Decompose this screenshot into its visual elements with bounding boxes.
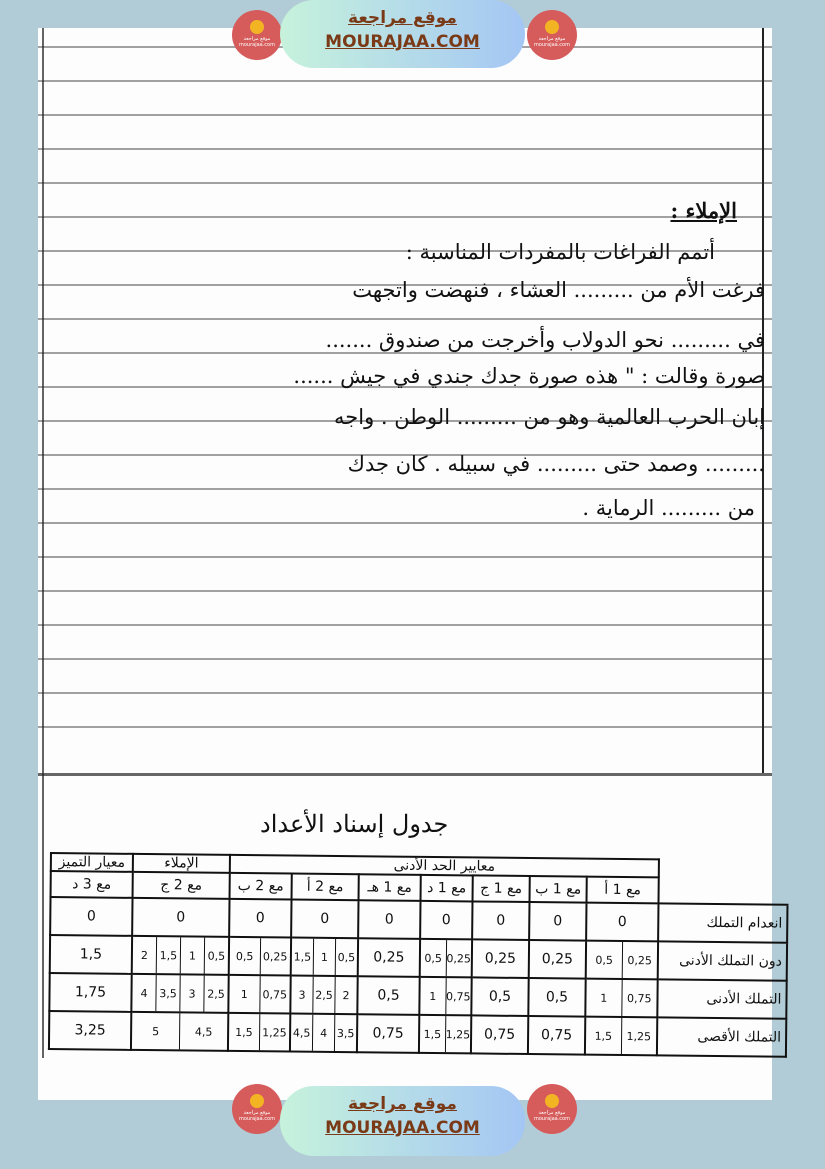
score-subcells bbox=[292, 939, 357, 976]
score-value: 1,25 bbox=[258, 1014, 289, 1050]
dictation-heading: الإملاء : bbox=[670, 198, 737, 223]
level-label: التملك الأدنى bbox=[657, 979, 786, 1018]
dictation-line: صورة وقالت : " هذه صورة جدك جندي في جيش ...... bbox=[293, 364, 765, 388]
table-title: جدول إسناد الأعداد bbox=[260, 810, 449, 838]
score-value: 0,75 bbox=[621, 980, 657, 1016]
score-cell: 1,5 bbox=[50, 935, 132, 974]
score-cell bbox=[419, 977, 471, 1016]
ruled-line bbox=[38, 182, 772, 184]
criterion-header: مع 2 أ bbox=[292, 874, 359, 901]
score-cell: 0,5 bbox=[471, 977, 528, 1016]
score-cell: 0,75 bbox=[357, 1014, 419, 1053]
score-value: 1,5 bbox=[235, 1025, 253, 1039]
dictation-line: إبان الحرب العالمية وهو من ......... الوطن . واجه bbox=[334, 405, 765, 429]
score-subcells bbox=[586, 1018, 656, 1055]
footer-banner[interactable] bbox=[280, 1086, 525, 1156]
ruled-line bbox=[38, 114, 772, 116]
score-value: 0,5 bbox=[235, 949, 254, 963]
dictation-line: ......... وصمد حتى ......... في سبيله . كان جدك bbox=[347, 452, 765, 476]
ruled-line bbox=[38, 692, 772, 694]
score-value: 3,5 bbox=[155, 975, 179, 1011]
score-cell: 0 bbox=[291, 900, 358, 939]
score-cell: 0 bbox=[529, 902, 586, 941]
score-cell bbox=[420, 939, 472, 978]
score-cell bbox=[228, 975, 290, 1014]
score-value: 4,5 bbox=[179, 1013, 227, 1050]
logo-badge bbox=[232, 10, 282, 60]
score-value: 0,5 bbox=[335, 939, 357, 975]
criterion-header: مع 2 ج bbox=[133, 872, 230, 899]
score-value: 4,5 bbox=[292, 1026, 311, 1040]
dictation-line: فرغت الأم من ......... العشاء ، فنهضت واتجهت bbox=[352, 278, 765, 302]
logo-text: mourajaa.com bbox=[238, 1116, 275, 1122]
score-cell: 0 bbox=[420, 901, 472, 940]
score-cell bbox=[586, 941, 658, 980]
criterion-header: مع 1 د bbox=[421, 875, 473, 902]
book-icon bbox=[250, 20, 264, 34]
logo-text: mourajaa.com bbox=[533, 1116, 570, 1122]
banner-arabic: موقع مراجعة bbox=[348, 1094, 457, 1114]
ruled-line bbox=[38, 488, 772, 490]
score-cell: 0,5 bbox=[357, 976, 419, 1015]
score-cell bbox=[290, 976, 357, 1015]
dictation-line: في ......... نحو الدولاب وأخرجت من صندوق ....... bbox=[325, 328, 765, 352]
score-cell: 0,75 bbox=[528, 1016, 585, 1055]
score-cell bbox=[132, 936, 229, 975]
logo-text: mourajaa.com bbox=[238, 42, 275, 48]
criterion-header: مع 1 ب bbox=[530, 876, 587, 903]
score-cell bbox=[585, 979, 657, 1018]
score-cell: 0 bbox=[229, 899, 291, 938]
score-value: 4 bbox=[140, 986, 148, 1000]
dictation-instruction: أتمم الفراغات بالمفردات المناسبة : bbox=[405, 240, 715, 264]
score-value: 5 bbox=[152, 1024, 160, 1038]
criterion-header: مع 1 ج bbox=[473, 875, 530, 902]
score-cell: 0 bbox=[132, 898, 229, 937]
score-subcells bbox=[587, 942, 657, 979]
ruled-line bbox=[38, 80, 772, 82]
score-value: 2 bbox=[140, 948, 148, 962]
banner-latin[interactable]: MOURAJAA.COM bbox=[325, 1118, 480, 1138]
section-divider bbox=[38, 773, 772, 776]
logo-text: mourajaa.com bbox=[533, 42, 570, 48]
score-value: 0,75 bbox=[259, 976, 290, 1012]
score-value: 3 bbox=[298, 988, 306, 1002]
header-empty bbox=[658, 859, 787, 904]
header-dictation: الإملاء bbox=[133, 854, 230, 873]
score-value: 1 bbox=[240, 987, 248, 1001]
score-subcells bbox=[291, 1015, 356, 1052]
ruled-line bbox=[38, 658, 772, 660]
logo-text: موقع مراجعة bbox=[243, 36, 271, 42]
level-label: انعدام التملك bbox=[658, 903, 787, 942]
score-cell bbox=[290, 1014, 357, 1053]
score-subcells bbox=[132, 975, 227, 1012]
score-value: 4 bbox=[312, 1015, 334, 1051]
score-value: 1,5 bbox=[156, 937, 180, 973]
score-value: 3 bbox=[179, 975, 203, 1011]
score-cell bbox=[228, 1013, 290, 1052]
logo-text: موقع مراجعة bbox=[538, 1110, 566, 1116]
score-value: 1,25 bbox=[444, 1016, 470, 1052]
grading-table bbox=[48, 852, 789, 1058]
score-value: 1 bbox=[313, 939, 335, 975]
criterion-header: مع 1 هـ bbox=[359, 874, 421, 901]
ruled-line bbox=[38, 556, 772, 558]
score-cell bbox=[131, 974, 228, 1013]
ruled-line bbox=[38, 522, 772, 524]
score-subcells bbox=[420, 1016, 470, 1053]
level-label: التملك الأقصى bbox=[657, 1017, 786, 1056]
level-label: دون التملك الأدنى bbox=[658, 941, 787, 980]
score-value: 1,5 bbox=[423, 1027, 442, 1041]
score-subcells bbox=[421, 940, 471, 977]
logo-text: موقع مراجعة bbox=[538, 36, 566, 42]
score-value: 2,5 bbox=[203, 976, 227, 1012]
score-value: 0,25 bbox=[621, 942, 657, 978]
score-subcells bbox=[420, 978, 470, 1015]
ruled-line bbox=[38, 148, 772, 150]
book-icon bbox=[250, 1094, 264, 1108]
margin-line bbox=[762, 28, 764, 773]
score-value: 0,5 bbox=[595, 953, 613, 967]
header-banner[interactable] bbox=[280, 0, 525, 68]
ruled-line bbox=[38, 318, 772, 320]
criterion-header: مع 3 د bbox=[51, 871, 133, 898]
score-value: 1,5 bbox=[293, 950, 312, 964]
logo-badge bbox=[527, 1084, 577, 1134]
banner-latin[interactable]: MOURAJAA.COM bbox=[325, 32, 480, 52]
dictation-line: من ......... الرماية . bbox=[582, 496, 755, 520]
score-cell: 0,25 bbox=[529, 940, 586, 979]
score-cell bbox=[229, 937, 291, 976]
banner-arabic: موقع مراجعة bbox=[348, 8, 457, 28]
header-excellence: معيار التميز bbox=[51, 853, 133, 872]
criterion-header: مع 2 ب bbox=[230, 873, 292, 900]
book-icon bbox=[545, 20, 559, 34]
score-value: 0,5 bbox=[204, 938, 228, 974]
ruled-line bbox=[38, 590, 772, 592]
score-cell bbox=[585, 1017, 657, 1056]
ruled-line bbox=[38, 352, 772, 354]
score-cell: 0 bbox=[50, 897, 132, 936]
logo-text: موقع مراجعة bbox=[243, 1110, 271, 1116]
ruled-line bbox=[38, 216, 772, 218]
score-value: 1 bbox=[429, 989, 437, 1003]
ruled-line bbox=[38, 726, 772, 728]
score-value: 3,5 bbox=[334, 1015, 356, 1051]
score-cell: 1,75 bbox=[49, 973, 131, 1012]
score-cell bbox=[291, 938, 358, 977]
score-subcells bbox=[229, 1014, 289, 1051]
score-subcells bbox=[291, 977, 356, 1014]
score-value: 0,75 bbox=[445, 978, 471, 1014]
score-cell bbox=[131, 1012, 228, 1051]
score-cell: 0,5 bbox=[528, 978, 585, 1017]
criterion-header: مع 1 أ bbox=[586, 877, 658, 904]
score-cell: 3,25 bbox=[49, 1011, 131, 1050]
score-subcells bbox=[229, 976, 289, 1013]
score-value: 0,25 bbox=[445, 940, 471, 976]
score-subcells bbox=[230, 938, 290, 975]
score-value: 2,5 bbox=[312, 977, 334, 1013]
logo-badge bbox=[232, 1084, 282, 1134]
score-cell: 0 bbox=[358, 900, 420, 939]
score-cell bbox=[419, 1015, 471, 1054]
score-cell: 0 bbox=[586, 903, 658, 942]
score-cell: 0,25 bbox=[358, 938, 420, 977]
score-subcells bbox=[586, 980, 656, 1017]
table-row bbox=[49, 1011, 786, 1057]
score-cell: 0,25 bbox=[472, 939, 529, 978]
score-value: 0,5 bbox=[424, 951, 442, 965]
header-minimum: معايير الحد الأدنى bbox=[230, 855, 659, 877]
score-value: 1 bbox=[600, 991, 608, 1005]
score-cell: 0,75 bbox=[471, 1015, 528, 1054]
score-value: 1,25 bbox=[620, 1018, 656, 1054]
score-value: 1,5 bbox=[594, 1029, 613, 1043]
ruled-line bbox=[38, 624, 772, 626]
logo-badge bbox=[527, 10, 577, 60]
score-cell: 0 bbox=[472, 901, 529, 940]
score-value: 2 bbox=[334, 977, 356, 1013]
score-subcells bbox=[133, 937, 228, 974]
margin-line bbox=[42, 28, 44, 1058]
book-icon bbox=[545, 1094, 559, 1108]
score-value: 1 bbox=[180, 937, 204, 973]
score-value: 0,25 bbox=[259, 938, 290, 974]
score-subcells bbox=[132, 1013, 227, 1050]
